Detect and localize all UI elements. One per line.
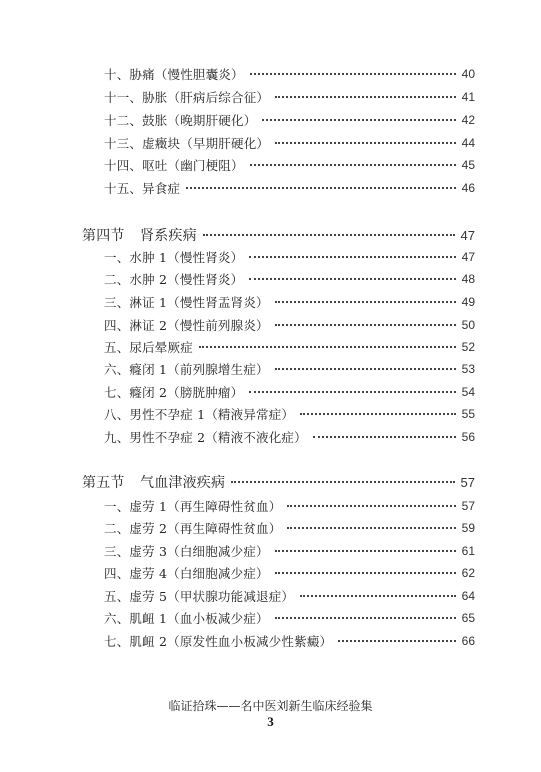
toc-entry[interactable] [104,359,475,379]
dot-leader [186,187,455,189]
toc-entry-page: 42 [461,113,475,127]
toc-entry-label: 十三、虚癥块（早期肝硬化） [104,136,270,151]
toc-entry-label: 五、尿后晕厥症 [104,340,193,355]
toc-entry-page: 61 [461,544,475,558]
toc-entry-page: 52 [461,340,475,354]
toc-entry-page: 54 [461,385,475,399]
dot-leader [203,234,455,236]
dot-leader [249,391,455,393]
toc-entry-page: 40 [461,67,475,81]
toc-entry-label: 四、虚劳 4（白细胞减少症） [104,566,269,581]
toc-entry-page: 65 [461,611,475,625]
toc-entry-label: 七、癃闭 2（膀胱肿瘤） [104,385,244,400]
dot-leader [250,73,456,75]
dot-leader [275,142,456,144]
toc-entry-page: 48 [461,272,475,286]
toc-entry-page: 41 [461,90,475,104]
dot-leader [249,278,455,280]
toc-entry[interactable] [104,563,475,583]
toc-entry-page: 55 [461,407,475,421]
dot-leader [231,481,454,483]
dot-leader [250,164,456,166]
dot-leader [300,595,456,597]
toc-entry-page: 46 [461,181,475,195]
toc-entry-label: 三、淋证 1（慢性肾盂肾炎） [104,295,269,310]
toc-entry-label: 十四、呕吐（幽门梗阻） [104,158,244,173]
toc-entry[interactable] [104,337,475,357]
toc-entry[interactable] [104,608,475,628]
footer-page-number: 3 [267,714,274,729]
toc-entry[interactable] [104,87,475,107]
dot-leader [275,96,456,98]
section-title: 气血津液疾病 [140,475,226,491]
toc-entry-label: 十五、异食症 [104,181,181,196]
toc-entry[interactable] [104,586,475,606]
toc-entry-label: 七、肌衄 2（原发性血小板减少性紫癜） [104,634,333,649]
toc-entry[interactable] [104,518,475,538]
toc-section-heading[interactable] [82,224,475,246]
dot-leader [313,436,456,438]
toc-entry-label: 二、虚劳 2（再生障碍性贫血） [104,521,282,536]
section-page: 57 [460,474,475,490]
toc-entry-page: 45 [461,158,475,172]
toc-entry-label: 一、虚劳 1（再生障碍性贫血） [104,499,282,514]
toc-entry[interactable] [104,64,475,84]
toc-entry-page: 59 [461,521,475,535]
dot-leader [275,301,456,303]
section-title: 肾系疾病 [140,228,197,244]
toc-entry[interactable] [104,133,475,153]
dot-leader [287,505,455,507]
toc-entry-page: 53 [461,362,475,376]
toc-entry-label: 二、水肿 2（慢性肾炎） [104,272,244,287]
toc-entry-page: 64 [461,589,475,603]
dot-leader [275,572,456,574]
toc-entry[interactable] [104,269,475,289]
dot-leader [287,527,455,529]
toc-entry-page: 47 [461,250,475,264]
toc-entry-page: 44 [461,136,475,150]
toc-entry[interactable] [104,315,475,335]
toc-entry[interactable] [104,631,475,651]
toc-entry[interactable] [104,247,475,267]
toc-entry-label: 十一、胁胀（肝病后综合征） [104,90,270,105]
dot-leader [199,346,456,348]
toc-entry-page: 49 [461,295,475,309]
toc-entry[interactable] [104,427,475,447]
dot-leader [275,324,456,326]
dot-leader [275,550,456,552]
toc-entry-label: 十、胁痛（慢性胆囊炎） [104,67,244,82]
toc-entry-label: 六、肌衄 1（血小板减少症） [104,611,269,626]
toc-entry-label: 三、虚劳 3（白细胞减少症） [104,544,269,559]
toc-entry-page: 57 [461,499,475,513]
toc-entry-label: 八、男性不孕症 1（精液异常症） [104,407,295,422]
dot-leader [262,119,455,121]
toc-entry-page: 62 [461,566,475,580]
dot-leader [338,640,455,642]
toc-entry-label: 一、水肿 1（慢性肾炎） [104,250,244,265]
toc-entry[interactable] [104,496,475,516]
footer-book-title: 临证拾珠——名中医刘新生临床经验集 [168,699,373,713]
section-page: 47 [460,227,475,243]
dot-leader [275,617,456,619]
toc-entry-page: 50 [461,318,475,332]
toc-entry-label: 四、淋证 2（慢性前列腺炎） [104,318,269,333]
toc-entry[interactable] [104,292,475,312]
toc-entry-label: 十二、鼓胀（晚期肝硬化） [104,113,257,128]
toc-entry[interactable] [104,178,475,198]
section-number: 第五节 [82,475,125,491]
toc-entry[interactable] [104,110,475,130]
dot-leader [300,413,456,415]
dot-leader [249,256,455,258]
toc-entry[interactable] [104,541,475,561]
toc-entry[interactable] [104,155,475,175]
toc-entry-label: 六、癃闭 1（前列腺增生症） [104,362,269,377]
toc-entry[interactable] [104,382,475,402]
toc-entry-page: 66 [461,634,475,648]
section-number: 第四节 [82,228,125,244]
toc-section-heading[interactable] [82,471,475,493]
toc-entry-label: 九、男性不孕症 2（精液不液化症） [104,430,307,445]
dot-leader [275,368,456,370]
toc-entry-page: 56 [461,430,475,444]
toc-entry-label: 五、虚劳 5（甲状腺功能减退症） [104,589,295,604]
toc-entry[interactable] [104,404,475,424]
